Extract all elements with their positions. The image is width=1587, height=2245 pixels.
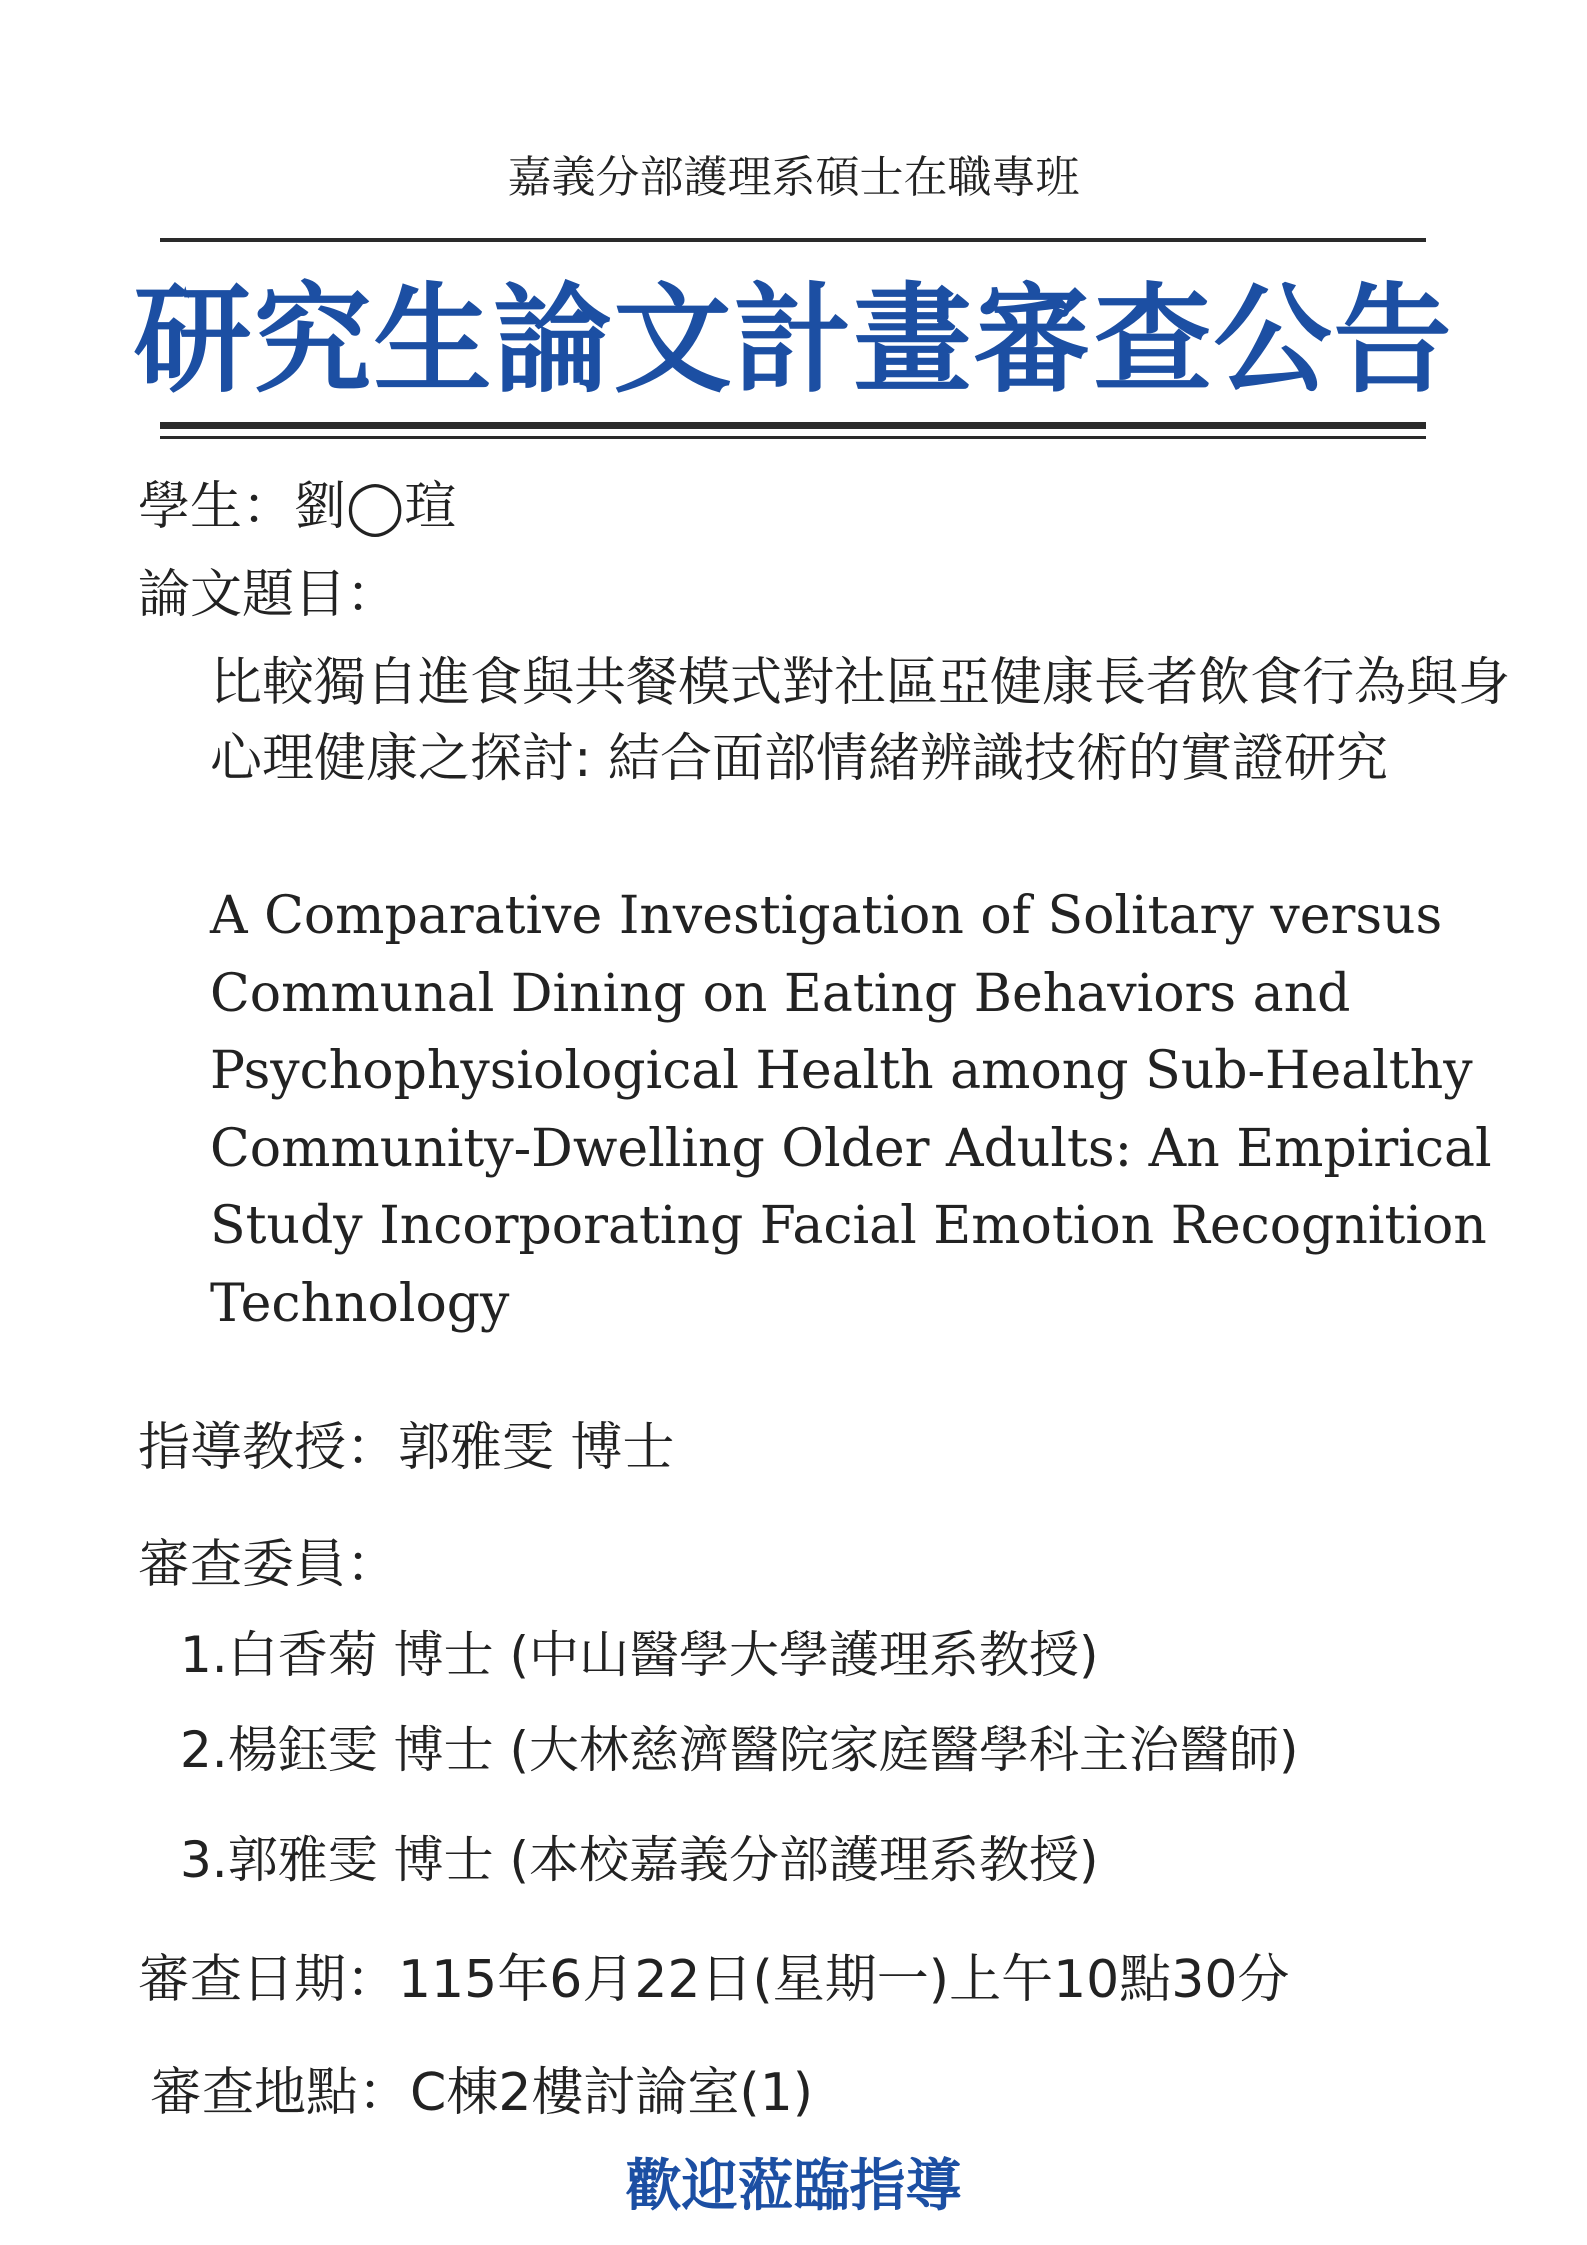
thesis-title-english: A Comparative Investigation of Solitary versus Communal Dining on Eating Behaviors and Psychophysiological Health among Sub-Healthy Community-Dwelling Older Adults: An Empirical Study Incorporating Facial Emotion Recognition Technology [210,886,1492,1334]
student-line [138,472,456,542]
welcome-message: 歡迎蒞臨指導 [625,2154,962,2219]
committee-label: 審查委員： [138,1535,399,1595]
review-date-label: 審查日期： [138,1950,399,2010]
review-location-value: C棟2樓討論室(1) [410,2063,814,2123]
thesis-label: 論文題目： [138,565,399,625]
review-date-line [138,1945,1289,2015]
review-location-line [150,2058,813,2128]
thesis-title-chinese: 比較獨自進食與共餐模式對社區亞健康長者飲食行為與身心理健康之探討: 結合面部情緒辨識技術的實證研究 [210,653,1511,789]
header-bottom-rule-thin [160,436,1426,439]
header-top-rule [160,238,1426,242]
header-bottom-rule-thick [160,422,1426,429]
committee-member-1: 1.白香菊 博士 (中山醫學大學護理系教授) [180,1626,1099,1684]
committee-member-3: 3.郭雅雯 博士 (本校嘉義分部護理系教授) [180,1831,1099,1889]
department-name: 嘉義分部護理系碩士在職專班 [507,152,1080,203]
review-date-value: 115年6月22日(星期一)上午10點30分 [398,1950,1290,2010]
review-location-label: 審查地點： [150,2063,411,2123]
student-name: 劉◯瑄 [294,477,457,537]
advisor-line [138,1413,675,1483]
advisor-label: 指導教授： [138,1418,399,1478]
committee-member-2: 2.楊鈺雯 博士 (大林慈濟醫院家庭醫學科主治醫師) [180,1721,1299,1779]
announcement-title: 研究生論文計畫審查公告 [133,271,1454,409]
advisor-name: 郭雅雯 博士 [398,1418,675,1478]
student-label: 學生： [138,477,295,537]
